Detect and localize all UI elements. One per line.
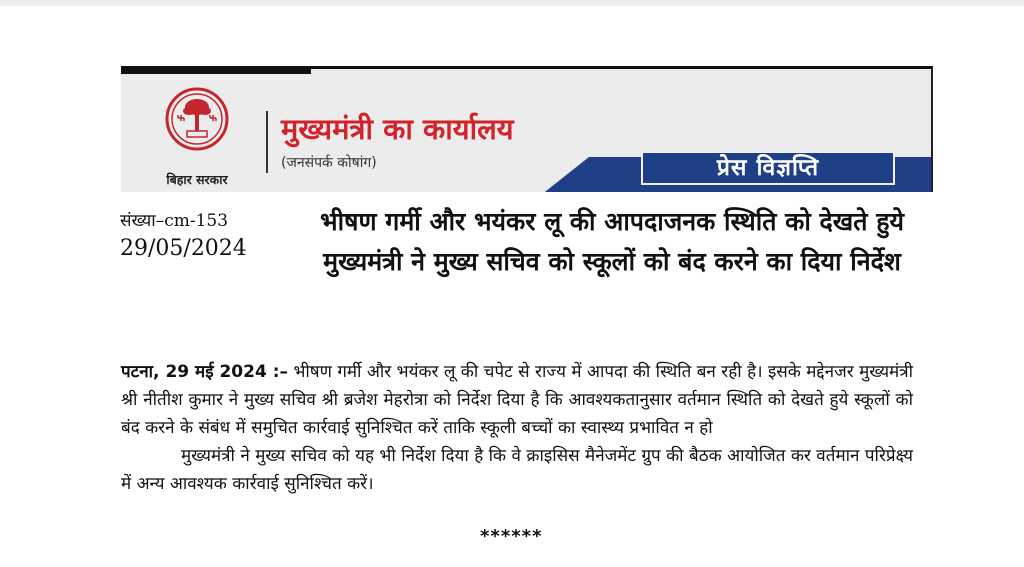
bihar-emblem — [161, 87, 233, 191]
press-body — [121, 358, 913, 498]
emblem-caption: बिहार सरकार — [166, 172, 228, 187]
top-strip — [0, 0, 1024, 6]
reference-number: संख्या–cm-153 — [120, 211, 229, 231]
body-paragraph-1 — [121, 358, 913, 442]
paragraph-1-text: भीषण गर्मी और भयंकर लू की चपेट से राज्य में आपदा की स्थिति बन रही है। इसके मद्देनजर मुख्यमंत्री श्री नीतीश कुमार ने मुख्य सचिव श्री ब्रजेश मेहरोत्रा को निर्देश दिया है कि आवश्यकतानुसार वर्तमान स्थिति को देखते हुये स्कूलों को बंद करने के संबंध में समुचित कार्रवाई सुनिश्चित करें ताकि स्कूली बच्चों का स्वास्थ्य प्रभावित न हो — [121, 362, 914, 438]
body-paragraph-2: मुख्यमंत्री ने मुख्य सचिव को यह भी निर्देश दिया है कि वे क्राइसिस मैनेजमेंट ग्रुप की बैठक आयोजित कर वर्तमान परिप्रेक्ष्य में अन्य आवश्यक कार्रवाई सुनिश्चित करें। — [121, 446, 913, 494]
reference-date: 29/05/2024 — [120, 236, 247, 261]
headline: भीषण गर्मी और भयंकर लू की आपदाजनक स्थिति को देखते हुये मुख्यमंत्री ने मुख्य सचिव को स्कूलों को बंद करने का दिया निर्देश — [320, 207, 904, 276]
letterhead — [121, 66, 933, 192]
end-mark: ****** — [480, 526, 543, 547]
office-title: मुख्यमंत्री का कार्यालय — [281, 112, 514, 146]
letterhead-bar — [121, 69, 311, 74]
press-release-label: प्रेस विज्ञप्ति — [641, 151, 895, 185]
dateline: पटना, 29 मई 2024 :– — [121, 362, 289, 382]
letterhead-divider — [266, 111, 268, 173]
office-subtitle: (जनसंपर्क कोषांग) — [281, 155, 377, 171]
bihar-emblem-icon — [165, 87, 229, 151]
